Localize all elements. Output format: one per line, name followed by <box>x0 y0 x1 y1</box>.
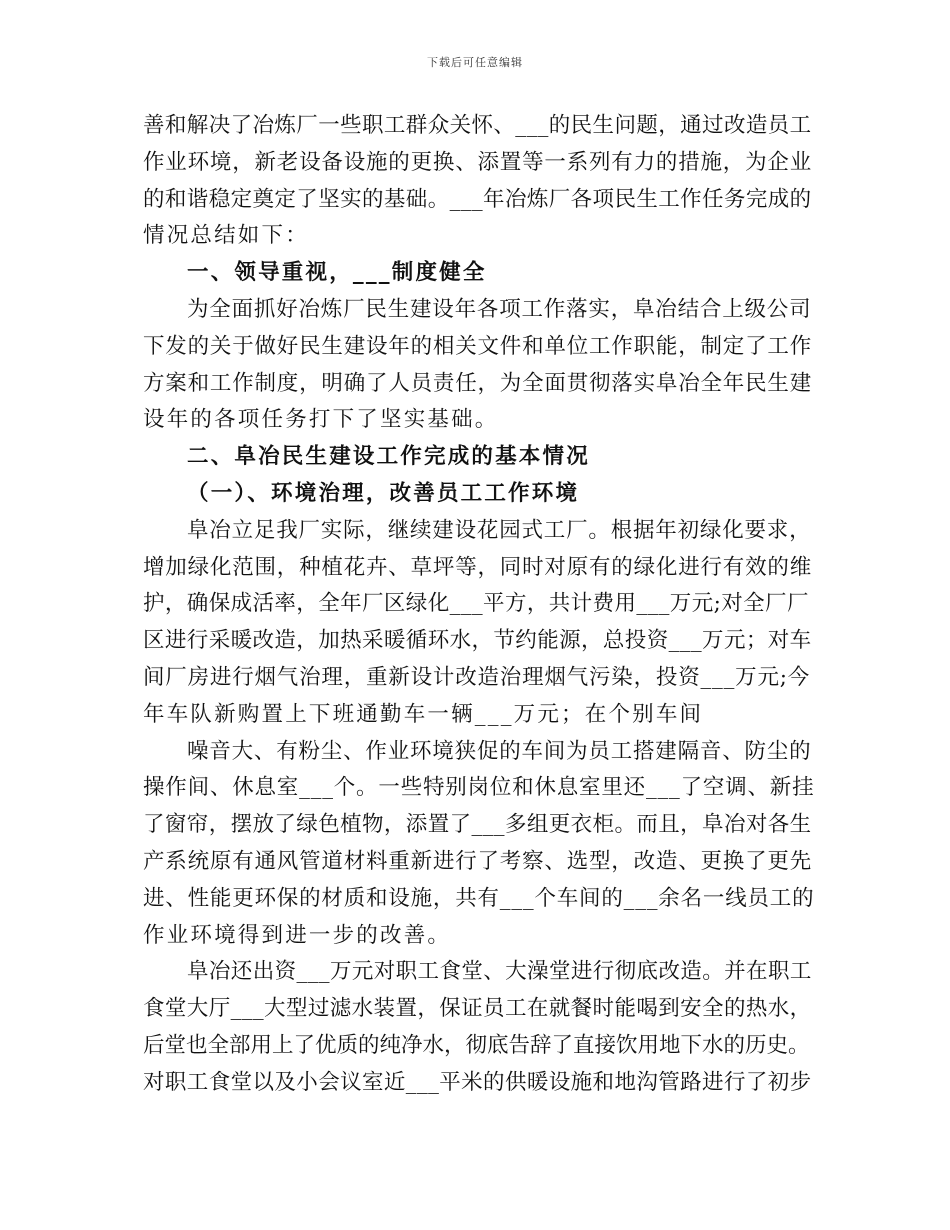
text-line: 进、性能更环保的材质和设施，共有___个车间的___余名一线员工的 <box>143 885 815 911</box>
text-line: 为全面抓好冶炼厂民生建设年各项工作落实，阜冶结合上级公司 <box>187 296 812 322</box>
text-line: 噪音大、有粉尘、作业环境狭促的车间为员工搭建隔音、防尘的 <box>187 738 812 764</box>
text-line: 后堂也全部用上了优质的纯净水，彻底告辞了直接饮用地下水的历史。 <box>143 1032 810 1058</box>
text-line: 增加绿化范围，种植花卉、草坪等，同时对原有的绿化进行有效的维 <box>143 554 813 580</box>
text-line: 年车队新购置上下班通勤车一辆___万元；在个别车间 <box>143 701 704 727</box>
text-line: 方案和工作制度，明确了人员责任，为全面贯彻落实阜冶全年民生建 <box>143 370 813 396</box>
text-line: 善和解决了冶炼厂一些职工群众关怀、___的民生问题，通过改造员工 <box>143 113 812 138</box>
text-line: 了窗帘，摆放了绿色植物，添置了___多组更衣柜。而且，阜冶对各生 <box>143 812 812 838</box>
text-line: 区进行采暖改造，加热采暖循环水，节约能源，总投资___万元；对车 <box>143 628 812 654</box>
text-line: 作业环境，新老设备设施的更换、添置等一系列有力的措施，为企业 <box>143 149 813 175</box>
section-heading: （一）、环境治理，改善员工工作环境 <box>187 480 580 506</box>
text-line: 情况总结如下： <box>143 223 309 249</box>
text-line: 操作间、休息室___个。一些特别岗位和休息室里还___了空调、新挂 <box>143 775 815 801</box>
text-line: 阜冶还出资___万元对职工食堂、大澡堂进行彻底改造。并在职工 <box>187 959 812 985</box>
section-heading: 一、领导重视，___制度健全 <box>187 260 487 286</box>
text-line: 护，确保成活率，全年厂区绿化___平方，共计费用___万元;对全厂厂 <box>143 591 809 617</box>
text-line: 作业环境得到进一步的改善。 <box>143 922 452 948</box>
text-line: 阜冶立足我厂实际，继续建设花园式工厂。根据年初绿化要求， <box>187 517 812 543</box>
document-body <box>143 108 815 1102</box>
page-header: 下载后可任意编辑 <box>427 56 523 69</box>
text-line: 设年的各项任务打下了坚实基础。 <box>143 407 499 433</box>
text-line: 的和谐稳定奠定了坚实的基础。___年冶炼厂各项民生工作任务完成的 <box>143 186 812 212</box>
text-line: 间厂房进行烟气治理，重新设计改造治理烟气污染，投资___万元;今 <box>143 664 811 690</box>
text-line: 下发的关于做好民生建设年的相关文件和单位工作职能，制定了工作 <box>143 333 813 359</box>
text-line: 对职工食堂以及小会议室近___平米的供暖设施和地沟管路进行了初步 <box>143 1069 812 1095</box>
section-heading: 二、阜冶民生建设工作完成的基本情况 <box>187 444 590 470</box>
text-line: 产系统原有通风管道材料重新进行了考察、选型，改造、更换了更先 <box>143 848 813 874</box>
text-line: 食堂大厅___大型过滤水装置，保证员工在就餐时能喝到安全的热水， <box>143 996 812 1022</box>
